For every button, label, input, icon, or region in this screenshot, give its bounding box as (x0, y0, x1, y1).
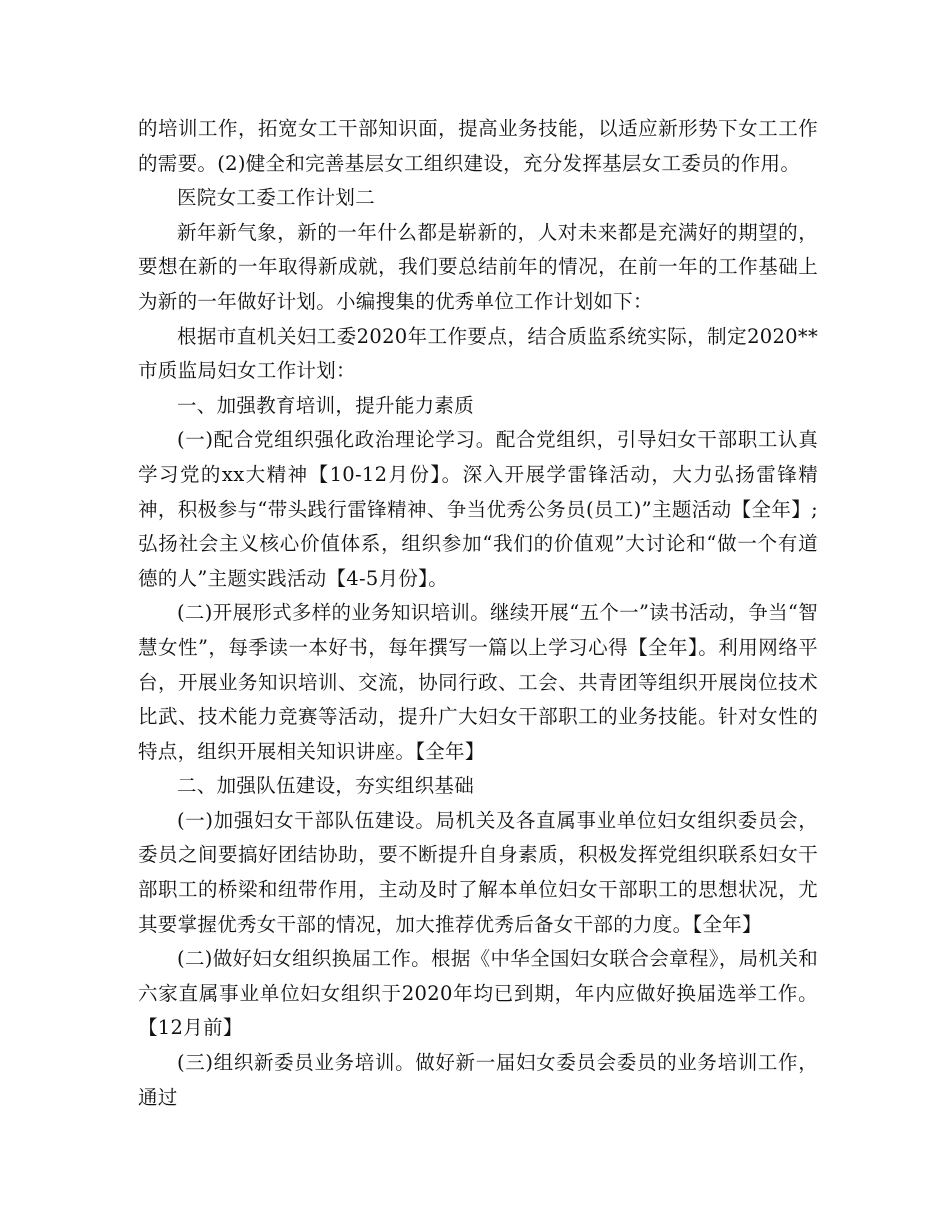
paragraph-election: (二)做好妇女组织换届工作。根据《中华全国妇女联合会章程》，局机关和六家直属事业单位妇女组织于2020年均已到期，年内应做好换届选举工作。【12月前】 (138, 947, 818, 1040)
heading-team-building: 二、加强队伍建设，夯实组织基础 (177, 774, 475, 798)
paragraph-political-study: (一)配合党组织强化政治理论学习。配合党组织，引导妇女干部职工认真学习党的xx大精神【10-12月份】。深入开展学雷锋活动，大力弘扬雷锋精神，积极参与“带头践行雷锋精神、争当优秀公务员(员工)”主题活动【全年】;弘扬社会主义核心价值体系，组织参加“我们的价值观”大讨论和“做一个有道德的人”主题实践活动【4-5月份】。 (138, 428, 818, 590)
paragraph-intro: 新年新气象，新的一年什么都是崭新的，人对未来都是充满好的期望的，要想在新的一年取得新成就，我们要总结前年的情况，在前一年的工作基础上为新的一年做好计划。小编搜集的优秀单位工作计划如下： (138, 220, 818, 313)
paragraph-cadre-building: (一)加强妇女干部队伍建设。局机关及各直属事业单位妇女组织委员会，委员之间要搞好团结协助，要不断提升自身素质，积极发挥党组织联系妇女干部职工的桥梁和纽带作用，主动及时了解本单位妇女干部职工的思想状况，尤其要掌握优秀女干部的情况，加大推荐优秀后备女干部的力度。【全年】 (138, 808, 818, 936)
heading-education-training: 一、加强教育培训，提升能力素质 (177, 393, 475, 417)
paragraph-basis: 根据市直机关妇工委2020年工作要点，结合质监系统实际，制定2020**市质监局妇女工作计划： (138, 324, 818, 383)
document-body (138, 112, 818, 1115)
paragraph-new-member-training: (三)组织新委员业务培训。做好新一届妇女委员会委员的业务培训工作，通过 (138, 1051, 818, 1109)
paragraph-continuation: 的培训工作，拓宽女工干部知识面，提高业务技能，以适应新形势下女工工作的需要。(2)健全和完善基层女工组织建设，充分发挥基层女工委员的作用。 (138, 117, 818, 175)
paragraph-business-training: (二)开展形式多样的业务知识培训。继续开展“五个一”读书活动，争当“智慧女性”，每季读一本好书，每年撰写一篇以上学习心得【全年】。利用网络平台，开展业务知识培训、交流，协同行政、工会、共青团等组织开展岗位技术比武、技术能力竞赛等活动，提升广大妇女干部职工的业务技能。针对女性的特点，组织开展相关知识讲座。【全年】 (138, 601, 818, 763)
section-title-plan-two: 医院女工委工作计划二 (177, 186, 376, 210)
